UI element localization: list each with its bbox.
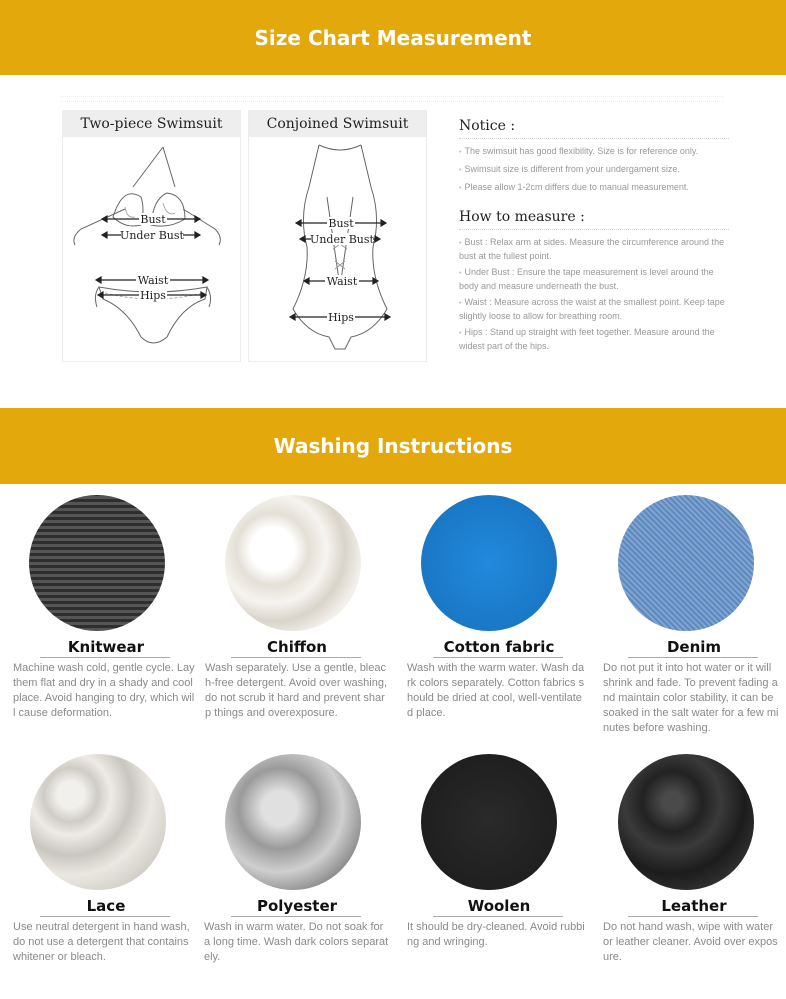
fabric-description: Wash in warm water. Do not soak for a long time. Wash dark colors separately. <box>204 921 389 963</box>
bikini-illustration-icon <box>63 137 242 363</box>
measure-item: • Hips : Stand up straight with feet together. Measure around the widest part of the hips. <box>459 326 729 352</box>
fabric-name: Lace <box>86 897 126 915</box>
washing-banner <box>0 408 786 484</box>
waist-label: Waist <box>137 274 169 287</box>
bust-label: Bust <box>328 217 354 230</box>
size-chart-title: Size Chart Measurement <box>254 25 532 50</box>
washing-title: Washing Instructions <box>273 434 513 458</box>
divider <box>60 96 724 102</box>
fabric-description: Do not hand wash, wipe with water or leather cleaner. Avoid over exposure. <box>603 921 778 963</box>
how-to-measure-heading: How to measure : <box>459 209 729 230</box>
fabric-description: Wash with the warm water. Wash dark colors separately. Cotton fabrics should be dried at cool, well-ventilated place. <box>407 662 585 719</box>
notice-item: • Swimsuit size is different from your undergament size. <box>459 163 729 177</box>
cotton-swatch-icon <box>421 495 557 631</box>
fabric-name: Denim <box>666 638 722 656</box>
measure-item: • Under Bust : Ensure the tape measurement is level around the body and measure underneath the bust. <box>459 266 729 292</box>
bust-label: Bust <box>140 213 166 226</box>
chiffon-swatch-icon <box>225 495 361 631</box>
denim-swatch-icon <box>618 495 754 631</box>
fabric-description: Wash separately. Use a gentle, bleach-free detergent. Avoid over washing, do not scrub it hard and prevent sharp things and overexposure. <box>205 662 388 719</box>
two-piece-heading: Two-piece Swimsuit <box>63 111 240 137</box>
conjoined-heading: Conjoined Swimsuit <box>249 111 426 137</box>
notice-item: • The swimsuit has good flexibility. Size is for reference only. <box>459 145 729 159</box>
one-piece-illustration-icon <box>249 137 428 363</box>
under-bust-label: Under Bust <box>310 233 374 246</box>
woolen-swatch-icon <box>421 754 557 890</box>
hips-label: Hips <box>328 311 354 324</box>
fabric-name: Knitwear <box>67 638 145 656</box>
conjoined-diagram <box>248 110 427 362</box>
fabric-name: Polyester <box>256 897 338 915</box>
fabric-name: Chiffon <box>267 638 327 656</box>
fabric-description: Do not put it into hot water or it will shrink and fade. To prevent fading and maintain color stability, it can be soaked in the salt water for a few minutes before washing. <box>603 662 779 734</box>
notice-panel <box>459 118 729 356</box>
fabric-description: Use neutral detergent in hand wash, do not use a detergent that contains whitener or bleach. <box>13 921 190 963</box>
waist-label: Waist <box>326 275 358 288</box>
two-piece-diagram <box>62 110 241 362</box>
knitwear-swatch-icon <box>29 495 165 631</box>
leather-swatch-icon <box>618 754 754 890</box>
notice-heading: Notice : <box>459 118 729 139</box>
notice-item: • Please allow 1-2cm differs due to manual measurement. <box>459 181 729 195</box>
hips-label: Hips <box>140 289 166 302</box>
fabric-description: Machine wash cold, gentle cycle. Lay them flat and dry in a shady and cool place. Avoid hanging to dry, which will cause deformation. <box>13 662 195 719</box>
lace-swatch-icon <box>30 754 166 890</box>
fabric-name: Cotton fabric <box>443 638 555 656</box>
size-chart-banner <box>0 0 786 75</box>
fabric-description: It should be dry-cleaned. Avoid rubbing and wringing. <box>407 921 585 948</box>
under-bust-label: Under Bust <box>120 229 184 242</box>
fabric-name: Leather <box>661 897 727 915</box>
measure-item: • Bust : Relax arm at sides. Measure the circumference around the bust at the fullest point. <box>459 236 729 262</box>
fabric-name: Woolen <box>467 897 531 915</box>
measure-item: • Waist : Measure across the waist at the smallest point. Keep tape slightly loose to allow for breathing room. <box>459 296 729 322</box>
polyester-swatch-icon <box>225 754 361 890</box>
